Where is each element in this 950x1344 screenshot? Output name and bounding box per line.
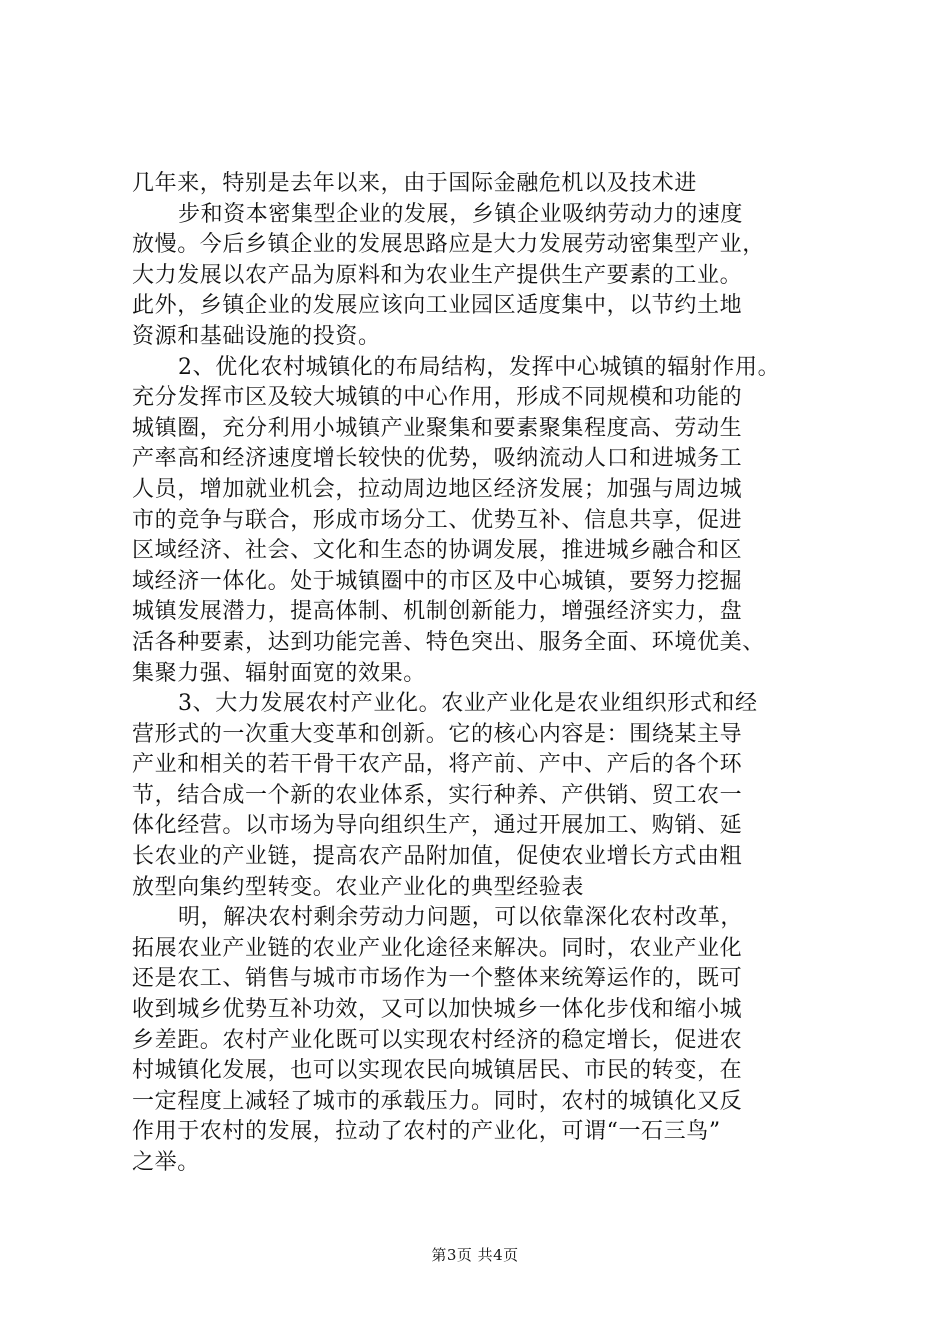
text-line: 城镇发展潜力，提高体制、机制创新能力，增强经济实力，盘 bbox=[132, 599, 743, 625]
text-line: 作用于农村的发展，拉动了农村的产业化，可谓“一石三鸟” bbox=[132, 1119, 721, 1145]
text-line: 城镇圈，充分利用小城镇产业聚集和要素聚集程度高、劳动生 bbox=[132, 415, 743, 441]
text-line: 收到城乡优势互补功效，又可以加快城乡一体化步伐和缩小城 bbox=[132, 997, 743, 1023]
text-line: 步和资本密集型企业的发展，乡镇企业吸纳劳动力的速度 bbox=[178, 201, 744, 227]
text-line: 市的竞争与联合，形成市场分工、优势互补、信息共享，促进 bbox=[132, 507, 743, 533]
text-line: 明，解决农村剩余劳动力问题，可以依靠深化农村改革， bbox=[178, 905, 744, 931]
text-line: 放型向集约型转变。农业产业化的典型经验表 bbox=[132, 874, 585, 900]
text-line: 长农业的产业链，提高农产品附加值，促使农业增长方式由粗 bbox=[132, 844, 743, 870]
text-line: 2、优化农村城镇化的布局结构，发挥中心城镇的辐射作用。 bbox=[178, 354, 781, 380]
document-body bbox=[132, 169, 852, 1179]
text-line: 体化经营。以市场为导向组织生产，通过开展加工、购销、延 bbox=[132, 813, 743, 839]
page-footer: 第3页 共4页 bbox=[431, 1246, 519, 1264]
text-line: 区域经济、社会、文化和生态的协调发展，推进城乡融合和区 bbox=[132, 538, 743, 564]
text-line: 放慢。今后乡镇企业的发展思路应是大力发展劳动密集型产业， bbox=[132, 232, 765, 258]
text-line: 几年来，特别是去年以来，由于国际金融危机以及技术进 bbox=[132, 171, 698, 196]
text-line: 一定程度上减轻了城市的承载压力。同时，农村的城镇化又反 bbox=[132, 1088, 743, 1114]
text-line: 资源和基础设施的投资。 bbox=[132, 323, 381, 349]
text-line: 集聚力强、辐射面宽的效果。 bbox=[132, 660, 426, 686]
text-line: 产业和相关的若干骨干农产品，将产前、产中、产后的各个环 bbox=[132, 752, 743, 778]
text-line: 充分发挥市区及较大城镇的中心作用，形成不同规模和功能的 bbox=[132, 385, 743, 411]
text-line: 之举。 bbox=[132, 1150, 200, 1175]
text-line: 拓展农业产业链的农业产业化途径来解决。同时，农业产业化 bbox=[132, 935, 743, 961]
text-line: 活各种要素，达到功能完善、特色突出、服务全面、环境优美、 bbox=[132, 629, 765, 655]
text-line: 域经济一体化。处于城镇圈中的市区及中心城镇，要努力挖掘 bbox=[132, 568, 743, 594]
text-line: 节，结合成一个新的农业体系，实行种养、产供销、贸工农一 bbox=[132, 782, 743, 808]
text-line: 乡差距。农村产业化既可以实现农村经济的稳定增长，促进农 bbox=[132, 1027, 743, 1053]
text-line: 3、大力发展农村产业化。农业产业化是农业组织形式和经 bbox=[178, 691, 758, 717]
text-line: 产率高和经济速度增长较快的优势，吸纳流动人口和进城务工 bbox=[132, 446, 743, 472]
text-line: 人员，增加就业机会，拉动周边地区经济发展；加强与周边城 bbox=[132, 476, 743, 502]
text-line: 村城镇化发展，也可以实现农民向城镇居民、市民的转变，在 bbox=[132, 1058, 743, 1084]
text-line: 还是农工、销售与城市市场作为一个整体来统筹运作的，既可 bbox=[132, 966, 743, 992]
text-line: 营形式的一次重大变革和创新。它的核心内容是：围绕某主导 bbox=[132, 721, 743, 747]
text-line: 大力发展以农产品为原料和为农业生产提供生产要素的工业。 bbox=[132, 262, 743, 288]
text-line: 此外，乡镇企业的发展应该向工业园区适度集中，以节约土地 bbox=[132, 293, 743, 319]
